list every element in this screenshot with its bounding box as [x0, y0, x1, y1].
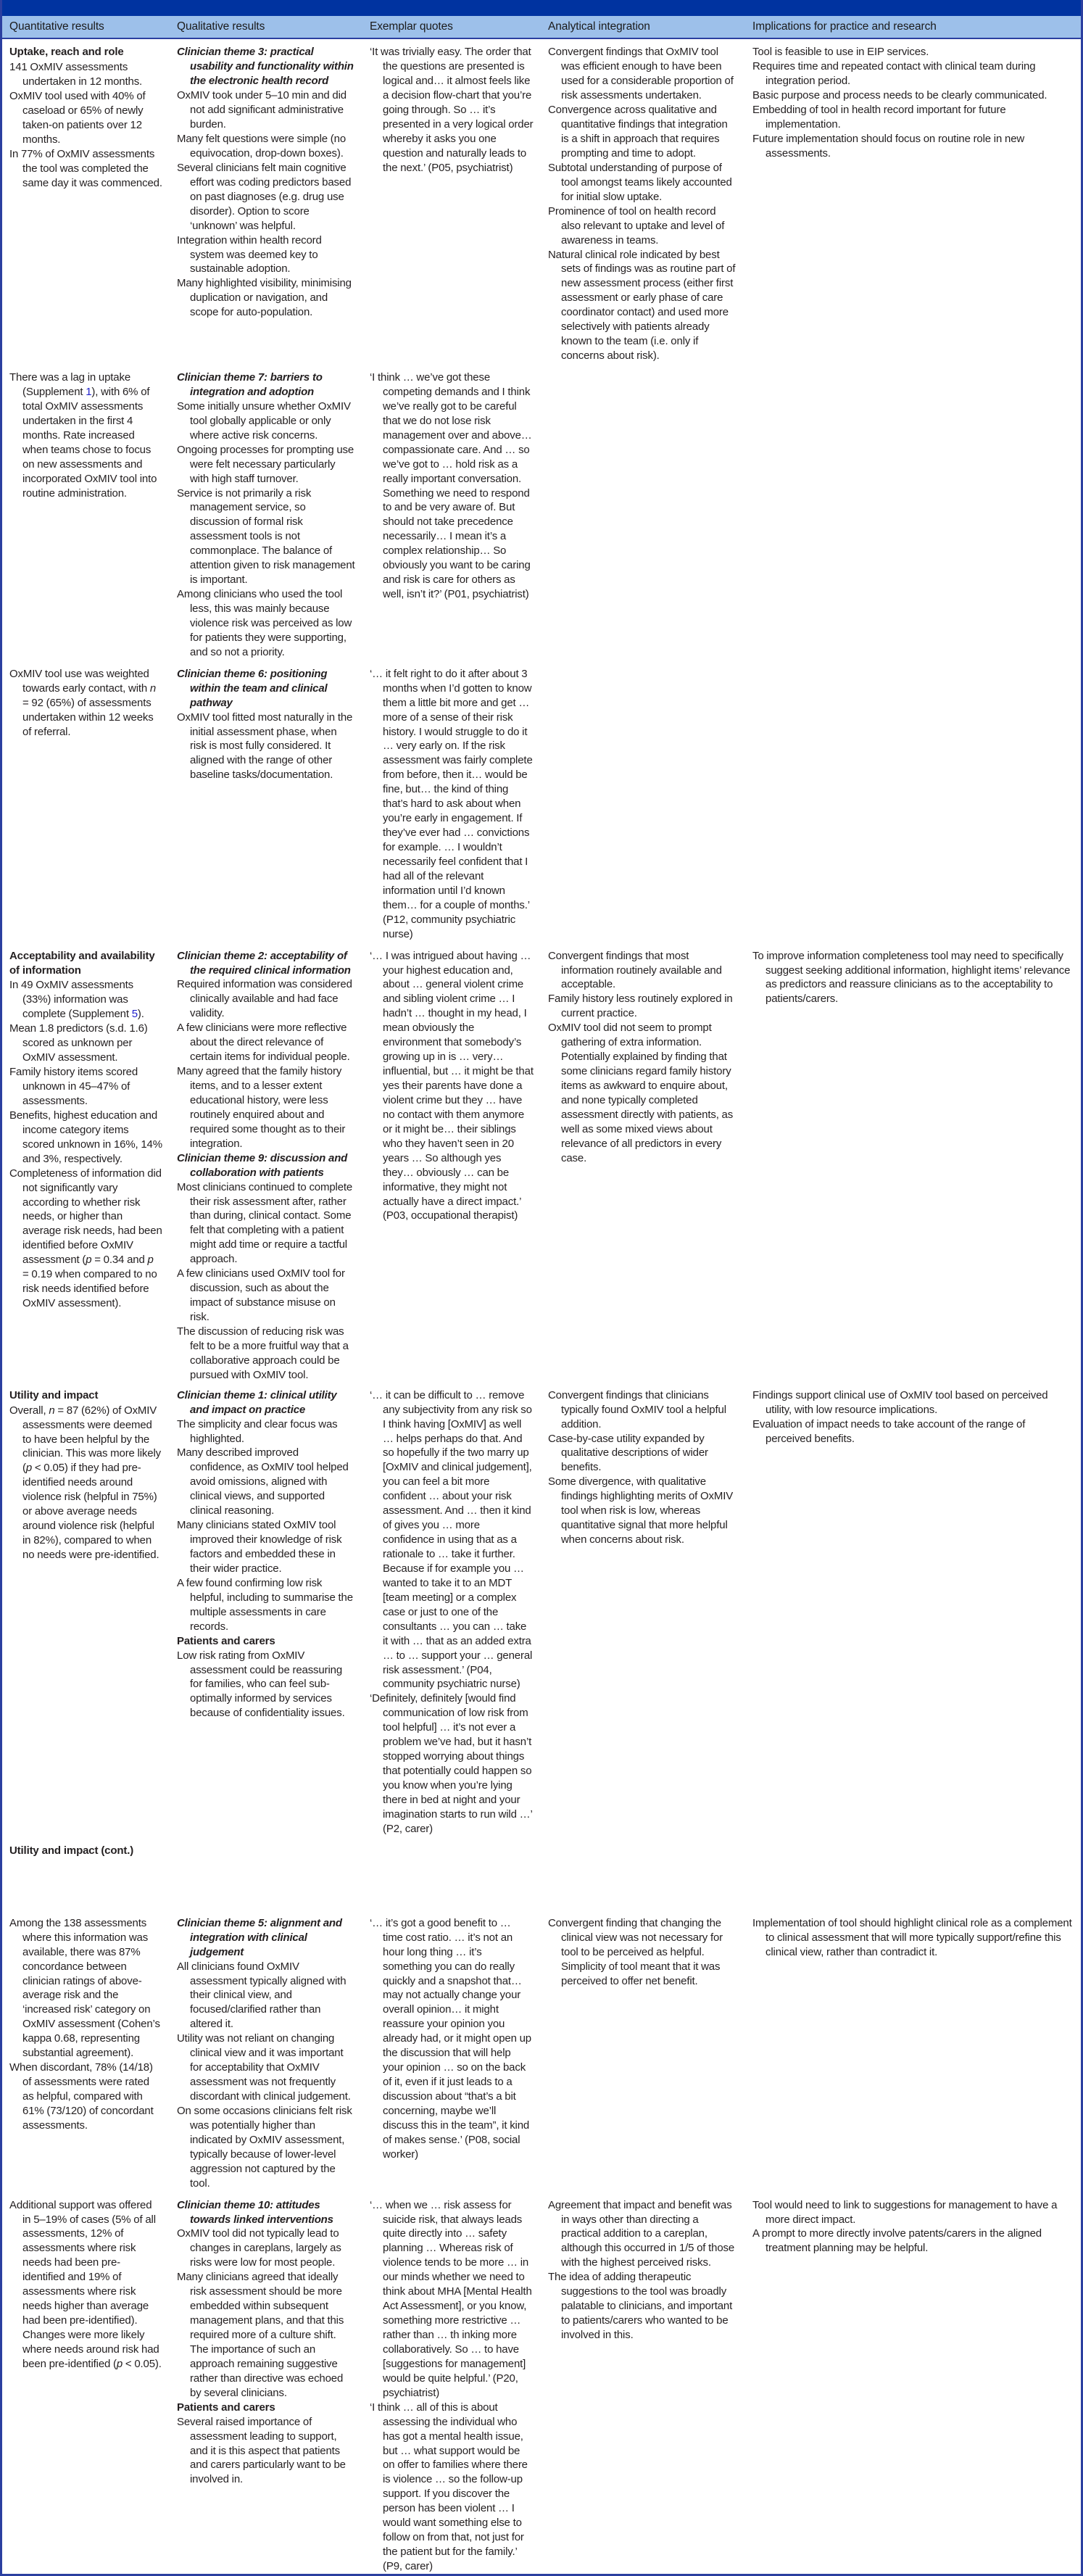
quantitative-paragraph: 141 OxMIV assessments undertaken in 12 months.	[9, 61, 143, 88]
cell-quantitative	[2, 2198, 170, 2372]
qualitative-paragraph: The simplicity and clear focus was highlighted.	[177, 1417, 338, 1445]
clinician-theme-title: Clinician theme 3: practical usability and functionality within the electronic health record	[177, 46, 354, 88]
qualitative-paragraph: Ongoing processes for prompting use were felt necessary particularly with high staff turnover.	[177, 443, 354, 485]
integration-paragraph: Family history less routinely explored in current practice.	[548, 993, 733, 1020]
cell-implications	[745, 1916, 1081, 1960]
quantitative-paragraph: Mean 1.8 predictors (s.d. 1.6) scored as unknown per OxMIV assessment.	[9, 1022, 148, 1064]
cell-exemplar-quotes	[362, 667, 541, 942]
integration-paragraph: Convergent findings that clinicians typically found OxMIV tool a helpful addition.	[548, 1388, 726, 1430]
cell-qualitative	[170, 949, 362, 1383]
exemplar-quote: ‘I think … all of this is about assessing the individual who has got a mental health issue, but … what support would be on offer to families where there is violence … so the follow-up support. If you discover the person has been violent … I would want something else to follow on from that, not just for the patient but for the family.’ (P9, carer)	[370, 2401, 528, 2572]
qualitative-paragraph: Many clinicians agreed that ideally risk assessment should be more embedded within subsequent management plans, and that this required more of a culture shift. The importance of such an approach remaining suggestive rather than directive was echoed by several clinicians.	[177, 2271, 344, 2399]
qualitative-paragraph: OxMIV tool fitted most naturally in the initial assessment phase, when risk is most fully considered. It aligned with the range of other baseline tasks/documentation.	[177, 711, 353, 782]
implications-paragraph: A prompt to more directly involve patents/carers in the aligned treatment planning may be helpful.	[752, 2227, 1042, 2255]
implications-paragraph: Implementation of tool should highlight clinical role as a complement to clinical assessment that will more typically support/refine this clinical view, rather than contradict it.	[752, 1916, 1072, 1958]
cell-quantitative	[2, 949, 170, 1311]
clinician-theme-title: Clinician theme 2: acceptability of the required clinical information	[177, 949, 351, 977]
qualitative-paragraph: Required information was considered clinically available and had face validity.	[177, 978, 352, 1020]
integration-paragraph: OxMIV tool did not seem to prompt gathering of extra information. Potentially explained by finding that some clinicians regard family history items as awkward to enquire about, and none typically completed assessment directly with patients, as well as some mixed views about relevance of all predictors in every case.	[548, 1022, 734, 1164]
implications-paragraph: To improve information completeness tool may need to specifically suggest seeking additional information, highlight items’ relevance as predictors and reassure clinicians as to the acceptability to patients/carers.	[752, 949, 1071, 1006]
cell-exemplar-quotes	[362, 949, 541, 1224]
exemplar-quote: ‘It was trivially easy. The order that the questions are presented is logical and… it almost feels like a decision flow-chart that you’re going through. So … it’s presented in a very logical order whereby it asks you one question and naturally leads to the next.’ (P05, psychiatrist)	[370, 46, 534, 174]
cell-implications	[745, 45, 1081, 161]
column-header-analytical-integration: Analytical integration	[548, 20, 650, 33]
qualitative-paragraph: Service is not primarily a risk management service, so discussion of formal risk assessment tools is not commonplace. The balance of attention given to risk management is important.	[177, 486, 355, 587]
quantitative-paragraph: OxMIV tool use was weighted towards early contact, with n = 92 (65%) of assessments undertaken within 12 weeks of referral.	[9, 667, 157, 738]
cell-implications	[745, 2198, 1081, 2256]
exemplar-quote: ‘… it’s got a good benefit to … time cost ratio. … it’s not an hour long thing … it’s something you can do really quickly and a snapshot that… may not actually change your overall opinion… it might reassure your opinion you already had, or it might open up the discussion that will help your opinion … so on the back of it, even if it just leads to a discussion about “that’s a bit concerning, maybe we’ll discuss this in the team”, it kind of makes sense.’ (P08, social worker)	[370, 1916, 531, 2161]
cell-qualitative	[170, 1388, 362, 1721]
qualitative-paragraph: All clinicians found OxMIV assessment typically aligned with their clinical view, and focused/clarified rather than altered it.	[177, 1960, 347, 2031]
integration-paragraph: Agreement that impact and benefit was in ways other than directing a practical addition to a careplan, although this occurred in 1/5 of those with the highest perceived risks.	[548, 2198, 735, 2269]
cell-qualitative	[170, 2198, 362, 2488]
table-row	[2, 2191, 1081, 2574]
qualitative-paragraph: Many highlighted visibility, minimising duplication or navigation, and scope for auto-population.	[177, 277, 352, 319]
qualitative-paragraph: A few clinicians used OxMIV tool for discussion, such as about the impact of substance misuse on risk.	[177, 1267, 345, 1323]
cell-exemplar-quotes	[362, 45, 541, 175]
qualitative-paragraph: OxMIV took under 5–10 min and did not add significant administrative burden.	[177, 89, 347, 131]
section-heading: Utility and impact (cont.)	[9, 1844, 134, 1857]
qualitative-paragraph: Among clinicians who used the tool less, this was mainly because violence risk was perceived as low for patients they were supporting, and so not a priority.	[177, 588, 352, 658]
table-body	[2, 39, 1081, 2574]
exemplar-quote: ‘… when we … risk assess for suicide risk, that always leads quite directly into … safety planning … Whereas risk of violence tends to be more … in our minds whether we need to think about MHA [Mental Health Act Assessment], or you know, something more restrictive … rather than … th inking more collaboratively. So … to have [suggestions for management] would be quite helpful.’ (P20, psychiatrist)	[370, 2198, 532, 2399]
quantitative-paragraph: Among the 138 assessments where this information was available, there was 87% concordance between clinician ratings of above-average risk and the ‘increased risk’ category on OxMIV assessment (Cohen’s kappa 0.68, representing substantial agreement).	[9, 1916, 160, 2060]
quantitative-paragraph: In 77% of OxMIV assessments the tool was completed the same day it was commenced.	[9, 147, 162, 189]
qualitative-paragraph: The discussion of reducing risk was felt to be a more fruitful way that a collaborative approach could be pursued with OxMIV tool.	[177, 1325, 349, 1381]
quantitative-paragraph: Additional support was offered in 5–19% of cases (5% of all assessments, 12% of assessments where risk needs had been pre-identified and 19% of assessments where risk needs higher than average had been pre-identified). Changes were more likely where needs around risk had been pre-identified (p < 0.05).	[9, 2198, 162, 2370]
cell-quantitative	[2, 45, 170, 190]
clinician-theme-title: Clinician theme 6: positioning within the team and clinical pathway	[177, 667, 328, 709]
cell-quantitative	[2, 667, 170, 740]
qualitative-paragraph: A few found confirming low risk helpful, including to summarise the multiple assessments in care records.	[177, 1576, 353, 1633]
implications-paragraph: Evaluation of impact needs to take account of the range of perceived benefits.	[752, 1417, 1026, 1445]
exemplar-quote: ‘… it can be difficult to … remove any subjectivity from any risk so I think having [OxMIV] as well … helps perhaps do that. And so hopefully if the two marry up [OxMIV and clinical judgement], you can feel a bit more confident … about your risk assessment. And … then it kind of gives you … more confidence in using that as a rationale to … take it further. Because if for example you … wanted to take it to an MDT [team meeting] or a complex case or just to one of the consultants … you can … take it with … that as an added extra … to … support your … general risk assessment.’ (P04, community psychiatric nurse)	[370, 1388, 533, 1691]
implications-paragraph: Tool is feasible to use in EIP services.	[752, 46, 929, 59]
qualitative-paragraph: Many felt questions were simple (no equivocation, drop-down boxes).	[177, 133, 347, 160]
qualitative-paragraph: Utility was not reliant on changing clinical view and it was important for acceptability that OxMIV assessment was not frequently discordant with clinical judgement.	[177, 2032, 351, 2103]
cell-analytical-integration	[541, 949, 745, 1166]
integration-paragraph: Subtotal understanding of purpose of tool amongst teams likely accounted for initial slow uptake.	[548, 161, 732, 203]
clinician-theme-title: Clinician theme 7: barriers to integration and adoption	[177, 371, 323, 398]
table-top-rule	[2, 0, 1081, 16]
cell-exemplar-quotes	[362, 2198, 541, 2574]
cell-exemplar-quotes	[362, 1916, 541, 2162]
table-row	[2, 1836, 1081, 1909]
integration-paragraph: Case-by-case utility expanded by qualitative descriptions of wider benefits.	[548, 1432, 708, 1474]
cell-implications	[745, 949, 1081, 1007]
column-header-quantitative: Quantitative results	[9, 20, 104, 33]
qualitative-paragraph: Most clinicians continued to complete their risk assessment after, rather than during, clinical contact. Some felt that completing with a patient might add time or require a tactful approach.	[177, 1180, 353, 1266]
quantitative-paragraph: Overall, n = 87 (62%) of OxMIV assessments were deemed to have been helpful by the clinician. This was more likely (p < 0.05) if they had pre-identified needs around violence risk (helpful in 75%) or above average needs around violence risk (helpful in 82%), compared to when no needs were pre-identified.	[9, 1404, 162, 1561]
column-header-implications: Implications for practice and research	[752, 20, 937, 33]
clinician-theme-title: Clinician theme 9: discussion and collaboration with patients	[177, 1151, 348, 1179]
qualitative-paragraph: OxMIV tool did not typically lead to changes in careplans, largely as risks were low for most people.	[177, 2227, 341, 2269]
exemplar-quote: ‘Definitely, definitely [would find communication of low risk from tool helpful] … it’s not ever a problem we’ve had, but it hasn’t stopped worrying about things that potentially could happen so you know when you’re lying there in bed at night and your imagination starts to run wild …’ (P2, carer)	[370, 1692, 533, 1835]
quantitative-paragraph: When discordant, 78% (14/18) of assessments were rated as helpful, compared with 61% (73/120) of concordant assessments.	[9, 2061, 154, 2132]
cell-exemplar-quotes	[362, 370, 541, 602]
cell-quantitative	[2, 1388, 170, 1562]
integration-paragraph: Convergent findings that OxMIV tool was efficient enough to have been used for a considerable proportion of risk assessments undertaken.	[548, 46, 734, 102]
clinician-theme-title: Clinician theme 1: clinical utility and impact on practice	[177, 1388, 337, 1416]
implications-paragraph: Findings support clinical use of OxMIV tool based on perceived utility, with low resource implications.	[752, 1388, 1048, 1416]
section-heading: Utility and impact	[9, 1388, 99, 1401]
section-heading: Acceptability and availability of information	[9, 949, 155, 977]
quantitative-paragraph: In 49 OxMIV assessments (33%) information was complete (Supplement 5).	[9, 979, 144, 1021]
qualitative-paragraph: Several raised importance of assessment leading to support, and it is this aspect that patients and carers particularly want to be involved in.	[177, 2415, 346, 2486]
implications-paragraph: Basic purpose and process needs to be clearly communicated.	[752, 89, 1047, 102]
cell-analytical-integration	[541, 45, 745, 363]
quantitative-paragraph: Completeness of information did not significantly vary according to whether risk needs, or higher than average risk needs, had been identified before OxMIV assessment (p = 0.34 and p = 0.19 when compared to no risk needs identified before OxMIV assessment).	[9, 1167, 162, 1310]
implications-paragraph: Requires time and repeated contact with clinical team during integration period.	[752, 60, 1036, 88]
qualitative-subheading: Patients and carers	[177, 1634, 275, 1647]
cell-exemplar-quotes	[362, 1388, 541, 1836]
implications-paragraph: Future implementation should focus on routine role in new assessments.	[752, 133, 1025, 160]
qualitative-paragraph: Several clinicians felt main cognitive effort was coding predictors based on past diagnoses (e.g. drug use disorder). Option to score ‘unknown’ was helpful.	[177, 161, 352, 232]
quantitative-paragraph: There was a lag in uptake (Supplement 1), with 6% of total OxMIV assessments undertaken in the first 4 months. Rate increased when teams chose to focus on new assessments and incorporated OxMIV tool into routine administration.	[9, 371, 157, 500]
qualitative-paragraph: Many agreed that the family history items, and to a lesser extent educational history, were less routinely enquired about and required some thought as to their integration.	[177, 1065, 346, 1150]
cell-qualitative	[170, 1916, 362, 2191]
table-row	[2, 39, 1081, 363]
integration-paragraph: Some divergence, with qualitative findings highlighting merits of OxMIV tool when risk is low, whereas quantitative signal that more helpful when concerns about risk.	[548, 1475, 734, 1546]
quantitative-paragraph: Family history items scored unknown in 45–47% of assessments.	[9, 1066, 138, 1107]
implications-paragraph: Tool would need to link to suggestions for management to have a more direct impact.	[752, 2198, 1058, 2226]
table-row	[2, 1909, 1081, 2191]
cell-quantitative	[2, 1916, 170, 2133]
implications-paragraph: Embedding of tool in health record important for future implementation.	[752, 104, 1006, 131]
exemplar-quote: ‘I think … we’ve got these competing demands and I think we’ve really got to be careful that we do not lose risk management over and above… compassionate care. And … so we’ve got to … hold risk as a really important conversation. Something we need to respond to and be very aware of. But should not take precedence necessarily… I mean it’s a complex relationship… So obviously you want to be caring and risk is care for others as well, isn’t it?’ (P01, psychiatrist)	[370, 371, 532, 601]
table-row	[2, 363, 1081, 660]
table-header-row	[2, 16, 1081, 38]
qualitative-paragraph: On some occasions clinicians felt risk was potentially higher than indicated by OxMIV assessment, typically because of lower-level aggression not captured by the tool.	[177, 2104, 352, 2190]
cell-implications	[745, 1388, 1081, 1446]
qualitative-subheading: Patients and carers	[177, 2401, 275, 2414]
clinician-theme-title: Clinician theme 10: attitudes towards linked interventions	[177, 2198, 333, 2226]
column-header-qualitative: Qualitative results	[177, 20, 265, 33]
integration-paragraph: Prominence of tool on health record also relevant to uptake and level of awareness in teams.	[548, 204, 725, 247]
column-header-exemplar-quotes: Exemplar quotes	[370, 20, 453, 33]
exemplar-quote: ‘… it felt right to do it after about 3 months when I’d gotten to know them a little bit more and get … more of a sense of their risk history. I would struggle to do it … very early on. If the risk assessment was fairly complete from before, then it… would be fine, but… the kind of thing that’s hard to ask about when you’re early in engagement. If they’ve ever had … convictions for example. … I wouldn’t necessarily feel confident that I had all of the relevant information until I’d known them… for a couple of months.’ (P12, community psychiatric nurse)	[370, 667, 533, 940]
cell-quantitative	[2, 370, 170, 500]
qualitative-paragraph: Low risk rating from OxMIV assessment could be reassuring for families, who can feel sub-optimally informed by services because of confidentiality issues.	[177, 1649, 345, 1720]
cell-qualitative	[170, 667, 362, 783]
cell-analytical-integration	[541, 1388, 745, 1547]
cell-analytical-integration	[541, 1916, 745, 1989]
table-row	[2, 942, 1081, 1383]
qualitative-paragraph: A few clinicians were more reflective about the direct relevance of certain items for individual people.	[177, 1022, 350, 1064]
table-row	[2, 660, 1081, 942]
exemplar-quote: ‘… I was intrigued about having … your highest education and, about … general violent crime and sibling violent crime … I hadn’t … thought in my head, I mean obviously the environment that somebody’s growing up in is … very… influential, but … it might be that yes their parents have done a violent crime but they … have no contact with them anymore or it might be… their siblings who they haven’t seen in 20 years … So although yes they… obviously … can be informative, they might not actually have a direct impact.’ (P03, occupational therapist)	[370, 949, 534, 1222]
cell-qualitative	[170, 370, 362, 660]
integration-paragraph: Convergent findings that most information routinely available and acceptable.	[548, 949, 722, 991]
cell-qualitative	[170, 45, 362, 320]
quantitative-paragraph: Benefits, highest education and income category items scored unknown in 16%, 14% and 3%, respectively.	[9, 1109, 162, 1165]
integration-paragraph: Convergent finding that changing the clinical view was not necessary for tool to be perceived as helpful. Simplicity of tool meant that it was perceived to offer net benefit.	[548, 1916, 723, 1987]
qualitative-paragraph: Many described improved confidence, as OxMIV tool helped avoid omissions, aligned with clinical views, and supported clinical reasoning.	[177, 1446, 349, 1517]
integration-paragraph: Convergence across qualitative and quantitative findings that integration is a shift in approach that requires prompting and time to adopt.	[548, 104, 728, 160]
qualitative-paragraph: Integration within health record system was deemed key to sustainable adoption.	[177, 233, 322, 276]
qualitative-paragraph: Many clinicians stated OxMIV tool improved their knowledge of risk factors and embedded these in their wider practice.	[177, 1519, 342, 1575]
cell-analytical-integration	[541, 2198, 745, 2343]
integration-paragraph: Natural clinical role indicated by best sets of findings was as routine part of new assessment process (either first assessment or early phase of care coordinator contact) and used more selectively with patients already known to the team (i.e. only if concerns about risk).	[548, 248, 736, 363]
integration-paragraph: The idea of adding therapeutic suggestions to the tool was broadly palatable to clinicians, and important to patients/carers who wanted to be involved in this.	[548, 2271, 733, 2341]
table-bottom-rule	[2, 2574, 1081, 2576]
table-row	[2, 1383, 1081, 1836]
qualitative-paragraph: Some initially unsure whether OxMIV tool globally applicable or only where active risk concerns.	[177, 399, 351, 442]
clinician-theme-title: Clinician theme 5: alignment and integration with clinical judgement	[177, 1916, 342, 1958]
section-heading: Uptake, reach and role	[9, 46, 124, 59]
cell-quantitative	[2, 1844, 170, 1859]
quantitative-paragraph: OxMIV tool used with 40% of caseload or 65% of newly taken-on patients over 12 months.	[9, 90, 146, 146]
